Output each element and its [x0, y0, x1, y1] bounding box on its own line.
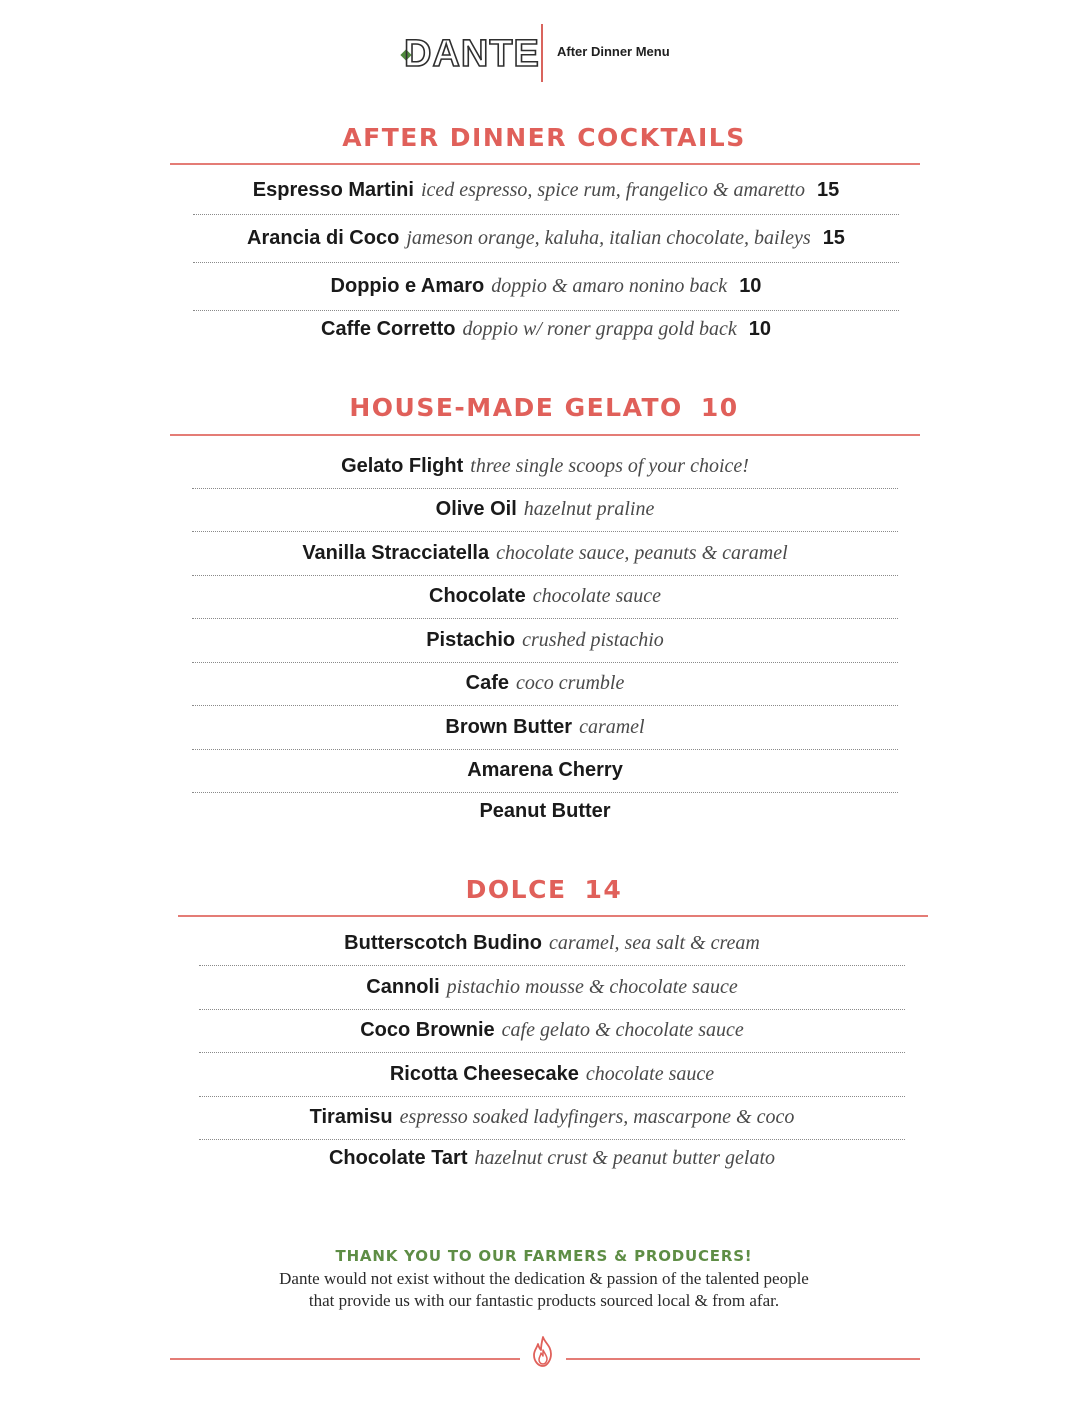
item-name: Cannoli: [366, 975, 440, 998]
cocktails-heading: [0, 123, 1088, 152]
item-description: caramel: [579, 715, 645, 738]
gelato-item: [192, 445, 898, 489]
item-description: doppio & amaro nonino back: [491, 275, 728, 297]
item-name: Pistachio: [426, 628, 516, 651]
item-description: crushed pistachio: [522, 628, 664, 651]
dante-logo: [404, 33, 540, 75]
flame-icon: [530, 1336, 556, 1368]
gelato-item: [192, 663, 898, 707]
gelato-item: [192, 532, 898, 576]
item-price: 15: [816, 179, 840, 201]
dolce-list: [199, 922, 905, 1176]
item-description: doppio w/ roner grappa gold back: [462, 317, 737, 340]
dolce-item: [199, 1140, 905, 1176]
cocktail-item: [193, 215, 899, 263]
cocktails-rule: [170, 163, 920, 165]
gelato-item: [192, 750, 898, 794]
item-name: Coco Brownie: [360, 1019, 495, 1042]
dolce-rule: [178, 915, 928, 917]
gelato-heading: [0, 393, 1088, 422]
item-name: Chocolate: [429, 585, 526, 608]
cocktail-item: [193, 263, 899, 311]
item-name: Cafe: [465, 672, 510, 695]
menu-header: [0, 24, 1088, 84]
gelato-item: [192, 619, 898, 663]
item-name: Chocolate Tart: [328, 1146, 468, 1169]
dolce-price: 14: [584, 875, 623, 904]
logo-text: DANTE: [404, 33, 540, 75]
gelato-rule: [170, 434, 920, 436]
item-name: Arancia di Coco: [247, 227, 400, 249]
footer-rule-left: [170, 1358, 520, 1360]
gelato-item: [192, 576, 898, 620]
item-price: 10: [739, 275, 762, 297]
item-description: pistachio mousse & chocolate sauce: [446, 975, 738, 998]
dolce-item: [199, 1010, 905, 1054]
gelato-item: [192, 706, 898, 750]
item-price: 10: [748, 317, 771, 340]
item-name: Amarena Cherry: [467, 759, 623, 782]
thanks-line: Dante would not exist without the dedication & passion of the talented people: [279, 1269, 809, 1288]
item-description: cafe gelato & chocolate sauce: [501, 1019, 744, 1042]
item-name: Tiramisu: [309, 1106, 393, 1129]
dolce-heading: [0, 875, 1088, 904]
gelato-item: [192, 793, 898, 829]
item-description: coco crumble: [516, 672, 625, 695]
item-name: Caffe Corretto: [321, 317, 456, 340]
header-divider: [541, 24, 543, 82]
item-price: 15: [822, 227, 845, 249]
item-description: espresso soaked ladyfingers, mascarpone & coco: [399, 1106, 795, 1129]
footer-rule-right: [566, 1358, 920, 1360]
item-description: jameson orange, kaluha, italian chocolate, baileys: [406, 227, 811, 249]
thanks-line: that provide us with our fantastic products sourced local & from afar.: [308, 1291, 780, 1310]
thanks-paragraph: [0, 1268, 1088, 1312]
cocktails-title: AFTER DINNER COCKTAILS: [342, 123, 746, 152]
cocktail-item: [193, 167, 899, 215]
item-name: Ricotta Cheesecake: [389, 1062, 579, 1085]
dolce-item: [199, 966, 905, 1010]
item-description: iced espresso, spice rum, frangelico & amaretto: [420, 179, 805, 201]
gelato-price: 10: [700, 393, 739, 422]
item-description: three single scoops of your choice!: [470, 454, 749, 477]
cocktail-item: [193, 311, 899, 347]
gelato-list: [192, 445, 898, 829]
gelato-title: HOUSE-MADE GELATO: [349, 393, 683, 422]
item-name: Brown Butter: [445, 715, 573, 738]
item-description: caramel, sea salt & cream: [548, 932, 760, 954]
item-description: hazelnut crust & peanut butter gelato: [474, 1146, 776, 1169]
item-description: hazelnut praline: [523, 498, 655, 521]
dolce-item: [199, 1053, 905, 1097]
item-name: Espresso Martini: [252, 179, 414, 201]
dolce-item: [199, 1097, 905, 1141]
item-name: Doppio e Amaro: [330, 275, 485, 297]
dolce-title: DOLCE: [465, 875, 567, 904]
item-description: chocolate sauce: [532, 585, 661, 608]
thanks-heading: THANK YOU TO OUR FARMERS & PRODUCERS!: [335, 1247, 753, 1265]
item-name: Olive Oil: [435, 498, 517, 521]
item-name: Peanut Butter: [479, 799, 611, 822]
item-name: Vanilla Stracciatella: [302, 541, 490, 564]
dolce-item: [199, 922, 905, 966]
item-name: Gelato Flight: [341, 454, 464, 477]
item-description: chocolate sauce: [585, 1062, 715, 1085]
cocktails-list: [193, 167, 899, 347]
menu-subtitle: After Dinner Menu: [557, 44, 670, 59]
item-name: Butterscotch Budino: [344, 932, 542, 954]
gelato-item: [192, 489, 898, 533]
item-description: chocolate sauce, peanuts & caramel: [496, 541, 788, 564]
